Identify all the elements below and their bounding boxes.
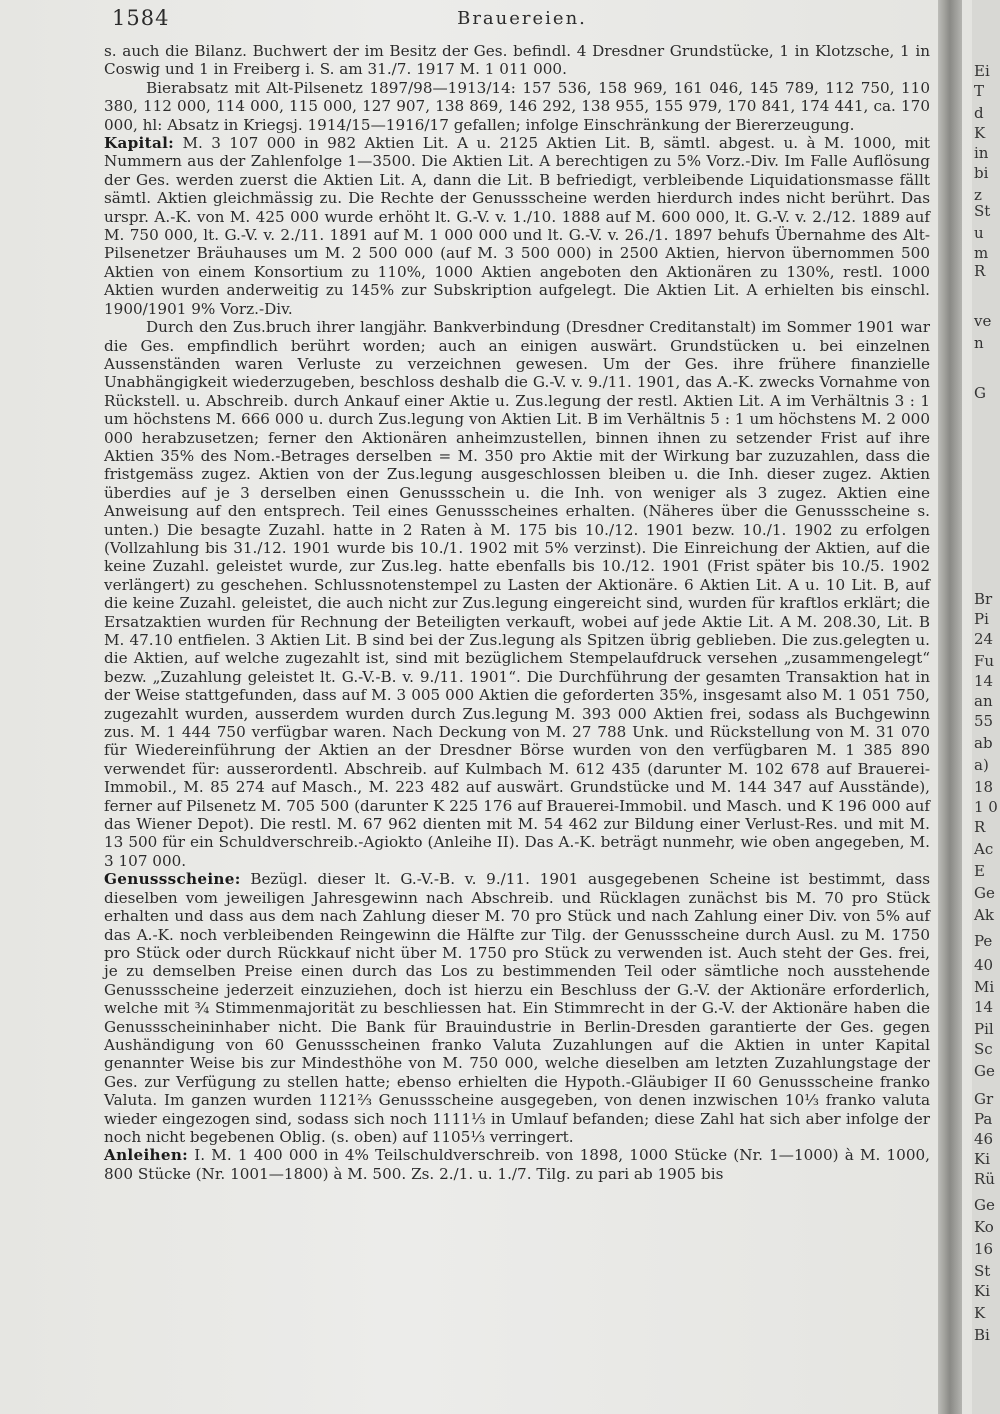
adjacent-page-fragment: ve (974, 312, 992, 330)
adjacent-page-fragment: Ei (974, 62, 990, 80)
adjacent-page-fragment: Ge (974, 884, 995, 902)
adjacent-page-fragment: 40 (974, 956, 994, 974)
running-title: Brauereien. (457, 8, 587, 29)
adjacent-page-fragment: R (974, 818, 986, 836)
paragraph-text: I. M. 1 400 000 in 4% Teilschuldverschreib. von 1898, 1000 Stücke (Nr. 1—1000) à M. 1000, 800 Stücke (Nr. 1001—1800) à M. 500. Zs. 2./1. u. 1./7. Tilg. zu pari ab 1905 bis (104, 1146, 930, 1183)
adjacent-page-fragment: Pi (974, 610, 989, 628)
adjacent-page-fragment: G (974, 384, 986, 402)
adjacent-page-fragment: Ki (974, 1150, 991, 1168)
paragraph-text: s. auch die Bilanz. Buchwert der im Besitz der Ges. befindl. 4 Dresdner Grundstücke, 1 in Klotzsche, 1 in Coswig und 1 in Freiberg i. S. am 31./7. 1917 M. 1 011 000. (104, 42, 930, 79)
adjacent-page-fragment: 1 0 (974, 798, 998, 816)
adjacent-page-fragment: 18 (974, 778, 994, 796)
paragraph (104, 42, 930, 79)
adjacent-page-fragment: n (974, 334, 984, 352)
section-heading: Kapital: (104, 134, 175, 153)
adjacent-page-fragment: K (974, 1304, 986, 1322)
adjacent-page-fragment: 14 (974, 672, 994, 690)
adjacent-page-fragment: Ak (974, 906, 994, 924)
adjacent-page-fragment: z (974, 186, 982, 204)
adjacent-page-fragment: Ko (974, 1218, 994, 1236)
paragraph (104, 318, 930, 870)
adjacent-page-fragment: Bi (974, 1326, 990, 1344)
main-text-column (104, 42, 930, 1183)
adjacent-page-fragment: Gr (974, 1090, 994, 1108)
page-fold (938, 0, 962, 1414)
paragraph (104, 1146, 930, 1183)
adjacent-page-fragment: St (974, 202, 991, 220)
paragraph (104, 79, 930, 134)
adjacent-page-fragment: Ge (974, 1062, 995, 1080)
adjacent-page-fragment: Ki (974, 1282, 991, 1300)
section-heading: Anleihen: (104, 1146, 189, 1165)
adjacent-page-fragment: Br (974, 590, 993, 608)
adjacent-page-column (972, 0, 1000, 1414)
adjacent-page-fragment: Pe (974, 932, 993, 950)
adjacent-page-fragment: ab (974, 734, 993, 752)
paragraph (104, 870, 930, 1146)
adjacent-page-fragment: Mi (974, 978, 995, 996)
adjacent-page-fragment: u (974, 224, 984, 242)
section-heading: Genussscheine: (104, 870, 241, 889)
running-head (112, 6, 932, 36)
adjacent-page-fragment: Pil (974, 1020, 994, 1038)
paragraph-text: M. 3 107 000 in 982 Aktien Lit. A u. 2125 Aktien Lit. B, sämtl. abgest. u. à M. 1000, mit Nummern aus der Zahlenfolge 1—3500. Die Aktien Lit. A berechtigen zu 5% Vorz.-Div. Im Falle Auflösung der Ges. werden zuerst die Aktien Lit. A, dann die Lit. B befriedigt, verbleibende Liquidationsmasse fällt sämtl. Aktien gleichmässig zu. Die Rechte der Genussscheine werden hierdurch indes nicht berührt. Das urspr. A.-K. von M. 425 000 wurde erhöht lt. G.-V. v. 1./10. 1888 auf M. 600 000, lt. G.-V. v. 2./12. 1889 auf M. 750 000, lt. G.-V. v. 2./11. 1891 auf M. 1 000 000 und lt. G.-V. v. 26./1. 1897 behufs Übernahme des Alt-Pilsenetzer Bräuhauses um M. 2 500 000 (auf M. 3 500 000) in 2500 Aktien, hiervon übernommen 500 Aktien von einem Konsortium zu 110%, 1000 Aktien angeboten den Aktionären zu 130%, restl. 1000 Aktien wurden anderweitig zu 145% zur Subskription aufgelegt. Die Aktien Lit. A erhielten bis einschl. 1900/1901 9% Vorz.-Div. (104, 134, 930, 318)
adjacent-page-fragment: R (974, 262, 986, 280)
adjacent-page-fragment: d (974, 104, 984, 122)
adjacent-page-fragment: in (974, 144, 989, 162)
adjacent-page-fragment: 16 (974, 1240, 994, 1258)
adjacent-page-fragment: Pa (974, 1110, 993, 1128)
adjacent-page-fragment: K (974, 124, 986, 142)
paragraph (104, 134, 930, 318)
adjacent-page-fragment: Ge (974, 1196, 995, 1214)
paragraph-text: Durch den Zus.bruch ihrer langjähr. Bankverbindung (Dresdner Creditanstalt) im Sommer 1901 war die Ges. empfindlich berührt worden; auch an einigen auswärt. Grundstücken u. bei einzelnen Aussenständen waren Verluste zu verzeichnen gewesen. Um der Ges. ihre frühere finanzielle Unabhängigkeit wiederzugeben, beschloss deshalb die G.-V. v. 9./11. 1901, das A.-K. zwecks Vornahme von Rückstell. u. Abschreib. durch Ankauf einer Aktie u. Zus.legung der restl. Aktien Lit. A im Verhältnis 3 : 1 um höchstens M. 666 000 u. durch Zus.legung von Aktien Lit. B im Verhältnis 5 : 1 um höchstens M. 2 000 000 herabzusetzen; ferner den Aktionären anheimzustellen, binnen ihnen zu setzender Frist auf ihre Aktien 35% des Nom.-Betrages derselben = M. 350 pro Aktie mit der Wirkung bar zuzuzahlen, dass die fristgemäss zugez. Aktien von der Zus.legung ausgeschlossen bleiben u. die Inh. dieser zugez. Aktien überdies auf je 3 derselben einen Genussschein u. die Inh. von weniger als 3 zugez. Aktien eine Anweisung auf den entsprech. Teil eines Genussscheines erhalten. (Näheres über die Genussscheine s. unten.) Die besagte Zuzahl. hatte in 2 Raten à M. 175 bis 10./12. 1901 bezw. 10./1. 1902 zu erfolgen (Vollzahlung bis 31./12. 1901 wurde bis 10./1. 1902 mit 5% verzinst). Die Einreichung der Aktien, auf die keine Zuzahl. geleistet wurde, zur Zus.leg. hatte ebenfalls bis 10./12. 1901 (Frist später bis 10./5. 1902 verlängert) zu geschehen. Schlussnotenstempel zu Lasten der Aktionäre. 6 Aktien Lit. A u. 10 Lit. B, auf die keine Zuzahl. geleistet, die auch nicht zur Zus.legung eingereicht sind, wurden für kraftlos erklärt; die Ersatzaktien wurden für Rechnung der Beteiligten verkauft, wobei auf jede Aktie Lit. A M. 208.30, Lit. B M. 47.10 entfielen. 3 Aktien Lit. B sind bei der Zus.legung als Spitzen übrig geblieben. Die zus.gelegten u. die Aktien, auf welche zugezahlt ist, sind mit bezüglichem Stempelaufdruck versehen „zusammengelegt“ bezw. „Zuzahlung geleistet lt. G.-V.-B. v. 9./11. 1901“. Die Durchführung der gesamten Transaktion hat in der Weise stattgefunden, dass auf M. 3 005 000 Aktien die geforderten 35%, insgesamt also M. 1 051 750, zugezahlt wurden, ausserdem wurden durch Zus.legung M. 393 000 Aktien frei, sodass als Buchgewinn zus. M. 1 444 750 verfügbar waren. Nach Deckung von M. 27 788 Unk. und Rückstellung von M. 31 070 für Wiedereinführung der Aktien an der Dresdner Börse wurden von den verfügbaren M. 1 385 890 verwendet für: ausserordentl. Abschreib. auf Kulmbach M. 612 435 (darunter M. 102 678 auf Brauerei-Immobil., M. 85 274 auf Masch., M. 223 482 auf auswärt. Grundstücke und M. 144 347 auf Ausstände), ferner auf Pilsenetz M. 705 500 (darunter K 225 176 auf Brauerei-Immobil. und Masch. und K 196 000 auf das Wiener Depot). Die restl. M. 67 962 dienten mit M. 54 462 zur Bildung einer Verlust-Res. und mit M. 13 500 für ein Schuldverschreib.-Agiokto (Anleihe II). Das A.-K. beträgt nunmehr, wie oben angegeben, M. 3 107 000. (104, 318, 930, 870)
adjacent-page-fragment: 55 (974, 712, 994, 730)
adjacent-page-fragment: Ac (974, 840, 994, 858)
adjacent-page-fragment: 24 (974, 630, 994, 648)
paragraph-text: Bierabsatz mit Alt-Pilsenetz 1897/98—1913/14: 157 536, 158 969, 161 046, 145 789, 112 750, 110 380, 112 000, 114 000, 115 000, 127 907, 138 869, 146 292, 138 955, 155 979, 170 841, 174 441, ca. 170 000, hl: Absatz in Kriegsj. 1914/15—1916/17 gefallen; infolge Einschränkung der Biererzeugung. (104, 78, 930, 134)
adjacent-page-fragment: an (974, 692, 993, 710)
adjacent-page-fragment: Sc (974, 1040, 993, 1058)
paragraph-text: Bezügl. dieser lt. G.-V.-B. v. 9./11. 1901 ausgegebenen Scheine ist bestimmt, dass dieselben vom jeweiligen Jahresgewinn nach Abschreib. und Rücklagen zunächst bis M. 70 pro Stück erhalten und dass aus dem nach Zahlung dieser M. 70 pro Stück und nach Zahlung einer Div. von 5% auf das A.-K. noch verbleibenden Reingewinn die Hälfte zur Tilg. der Genussscheine durch Ausl. zu M. 1750 pro Stück oder durch Rückkauf nicht über M. 1750 pro Stück zu verwenden ist. Auch steht der Ges. frei, je zu demselben Preise einen durch das Los zu bestimmenden Teil oder sämtliche noch ausstehende Genussscheine jederzeit einzuziehen, doch ist hierzu ein Beschluss der G.-V. der Aktionäre erforderlich, welche mit ¾ Stimmenmajorität zu beschliessen hat. Ein Stimmrecht in der G.-V. der Aktionäre haben die Genussscheininhaber nicht. Die Bank für Brauindustrie in Berlin-Dresden garantierte der Ges. gegen Aushändigung von 60 Genussscheinen franko Valuta Zuzahlungen auf die Aktien in unter Kapital genannter Weise bis zur Mindesthöhe von M. 750 000, welche dieselben am letzten Zuzahlungstage der Ges. zur Verfügung zu stellen hatte; ebenso erhielten die Hypoth.-Gläubiger II 60 Genussscheine franko Valuta. Im ganzen wurden 1121⅔ Genussscheine ausgegeben, von denen inzwischen 10⅓ franko valuta wieder eingezogen sind, sodass sich noch 1111⅓ in Umlauf befanden; diese Zahl hat sich aber infolge der noch nicht begebenen Oblig. (s. oben) auf 1105⅓ verringert. (104, 870, 930, 1146)
adjacent-page-fragment: m (974, 244, 989, 262)
adjacent-page-fragment: bi (974, 164, 989, 182)
adjacent-page-fragment: St (974, 1262, 991, 1280)
adjacent-page-fragment: Fu (974, 652, 995, 670)
adjacent-page-fragment: T (974, 82, 985, 100)
adjacent-page-fragment: 46 (974, 1130, 994, 1148)
adjacent-page-fragment: 14 (974, 998, 994, 1016)
adjacent-page-fragment: E (974, 862, 985, 880)
adjacent-page-fragment: a) (974, 756, 989, 774)
adjacent-page-fragment: Rü (974, 1170, 995, 1188)
page-number: 1584 (112, 6, 170, 30)
